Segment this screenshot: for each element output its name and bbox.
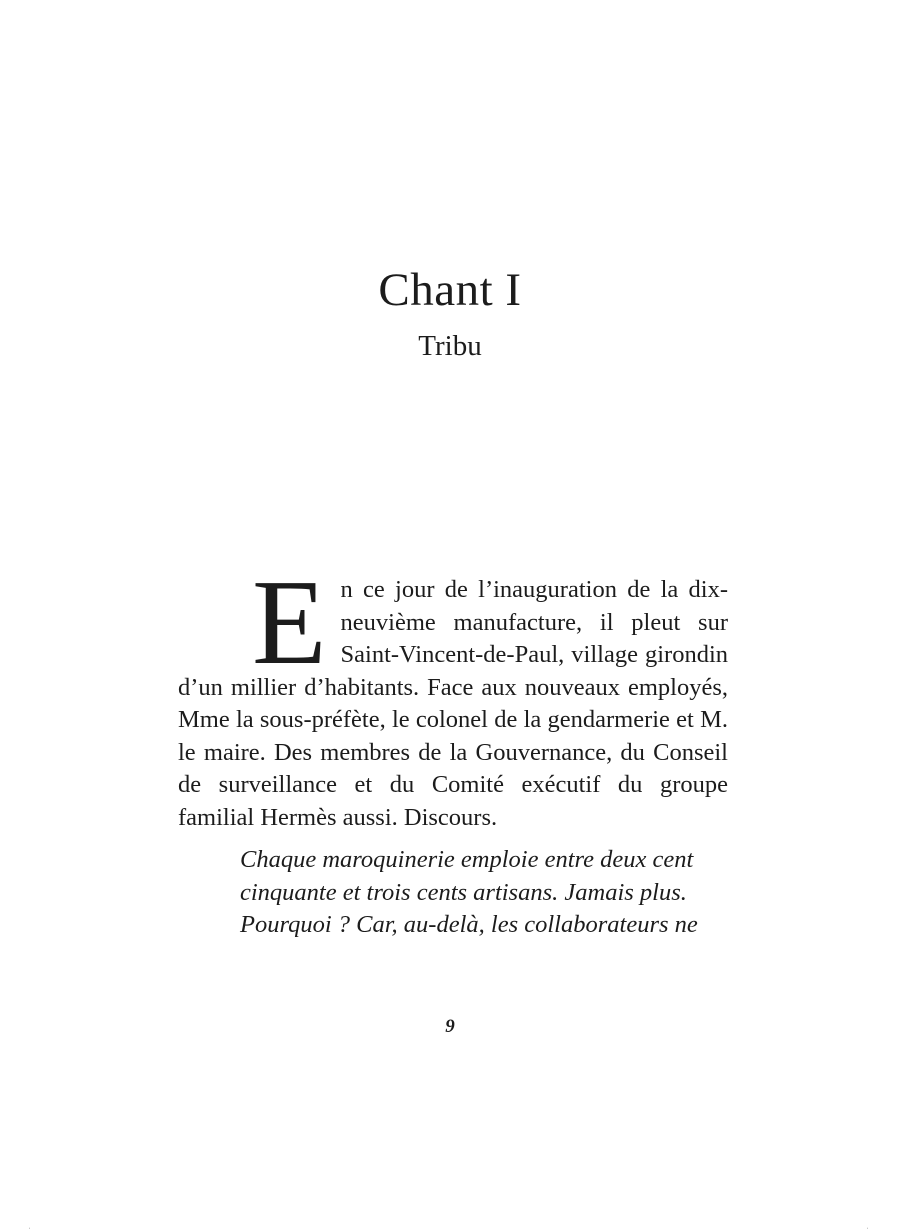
quote-line: Pourquoi ? Car, au-delà, les collaborateurs ne — [240, 911, 698, 938]
chapter-subtitle: Tribu — [418, 330, 482, 362]
body-text — [178, 555, 728, 942]
chapter-title: Chant I — [378, 264, 522, 316]
italic-quote — [240, 844, 728, 942]
opening-paragraph — [178, 555, 728, 834]
paragraph-text: n ce jour de l’inauguration de la dix-neuvième manufacture, il pleut sur Saint-Vincent-de-Paul, village girondin d’un millier d’habitants. Face aux nouveaux employés, Mme la sous-préfète, le colonel de la gendarmerie et M. le maire. Des membres de la Gouvernance, du Conseil de surveillance et du Comité exécutif du groupe familial Hermès aussi. Discours. — [178, 576, 728, 831]
quote-line: cinquante et trois cents artisans. Jamais plus. — [240, 878, 687, 906]
crop-mark: ˌ — [866, 1220, 869, 1229]
page-number: 9 — [445, 1016, 455, 1037]
drop-cap: E — [252, 555, 327, 690]
crop-mark: ˌ — [28, 1220, 31, 1229]
quote-line: Chaque maroquinerie emploie entre deux cent — [240, 846, 694, 873]
